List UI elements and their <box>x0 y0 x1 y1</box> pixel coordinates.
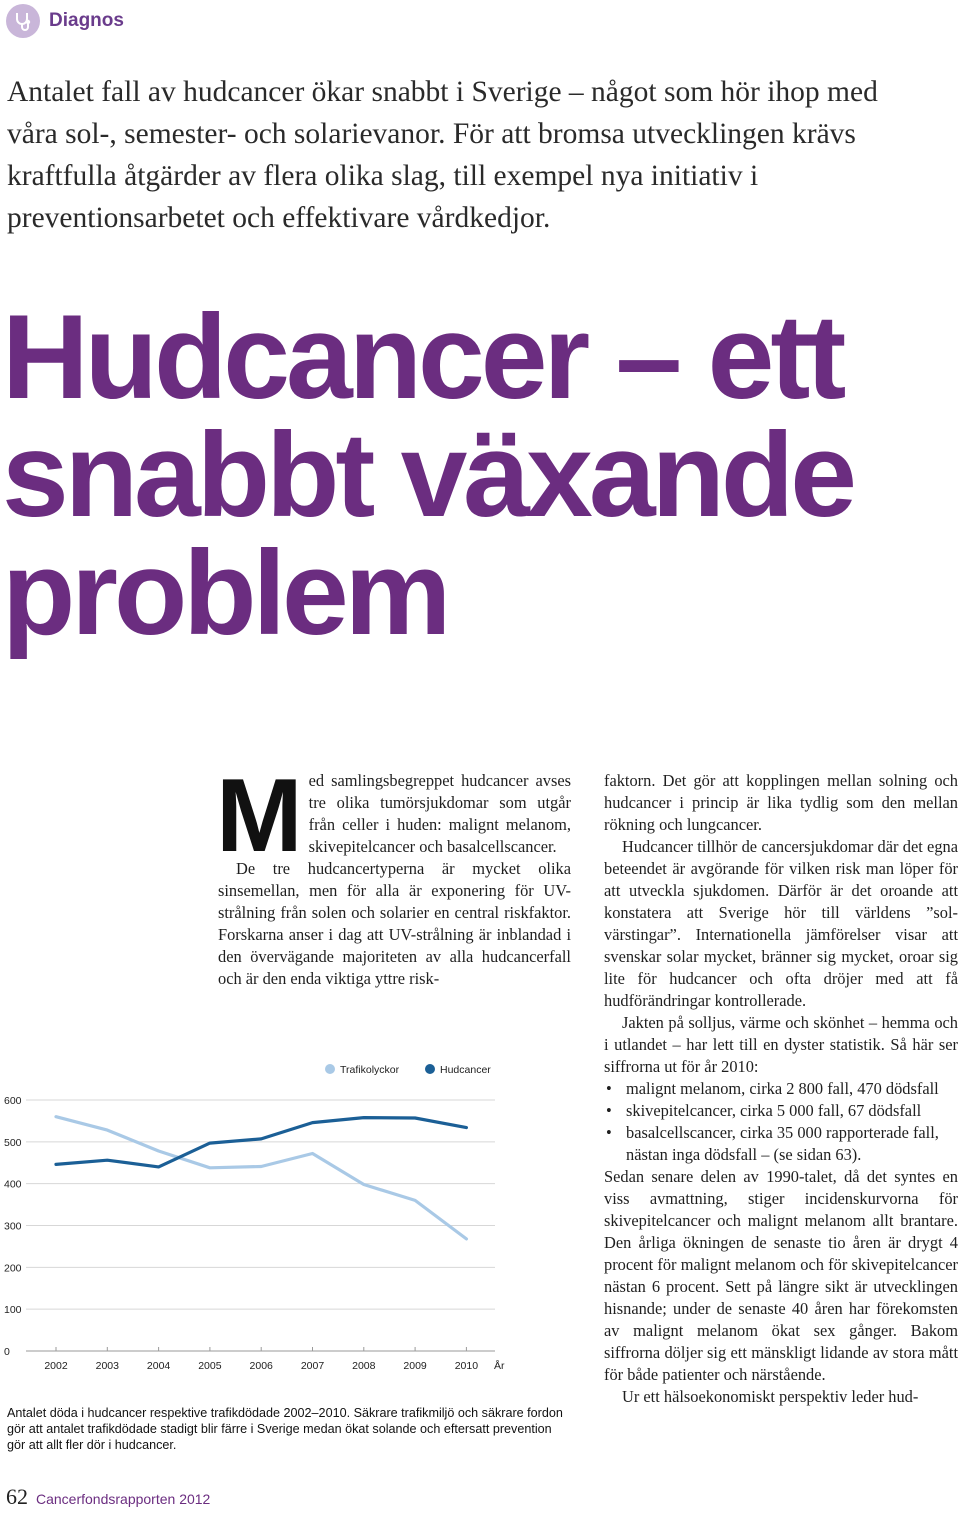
article-paragraph-1-text: ed samlingsbegreppet hudcancer avses tre olika tumörsjukdomar som utgår från celler i huden: malignt melanom, skivepitelcancer och basalcellscancer. <box>308 771 571 856</box>
list-item: • malignt melanom, cirka 2 800 fall, 470 dödsfall <box>604 1078 958 1100</box>
x-tick-label: 2010 <box>454 1360 479 1372</box>
article-paragraph-5: Jakten på solljus, värme och skönhet – hemma och i utlandet – har lett till en dyster statistik. Så här ser siffrorna ut för år 2010: <box>604 1013 958 1076</box>
page-footer <box>6 1484 210 1510</box>
line-chart <box>0 1052 560 1382</box>
article-paragraph-4: Hudcancer tillhör de cancersjukdomar där det egna beteendet är avgörande för vilken risk man löper för att utveckla sjukdomen. Därför är det oroande att konstatera att Sverige hör till världens ”sol-värstingar”. Internationella jämförelser visar att svenskar solar mycket, bränner sig mycket, oroar sig lite för hudcancer och ofta dröjer med att få hudförändringar kontrollerade. <box>604 837 958 1010</box>
x-tick-label: 2004 <box>146 1360 171 1372</box>
article-paragraph-6: Sedan senare delen av 1990-talet, då det syntes en viss avmattning, stiger incidenskurvorna för skivepitelcancer och malignt melanom allt brantare. Den årliga ökningen de senaste tio åren är drygt 4 procent för malignt melanom och för skivepitelcancer nästan 6 procent. Sett på längre sikt är utvecklingen hisnande; under de senaste 40 åren har förekomsten av malignt melanom ökat sex gånger. Bakom siffrorna döljer sig ett mänskligt lidande av stora mått för både patienter och närstående. <box>604 1167 958 1384</box>
y-tick-label: 400 <box>4 1178 22 1191</box>
section-label: Diagnos <box>49 10 124 31</box>
list-item: • skivepitelcancer, cirka 5 000 fall, 67 dödsfall <box>604 1100 958 1122</box>
statistics-list <box>604 1078 958 1166</box>
drop-cap: M <box>216 758 303 874</box>
y-tick-label: 0 <box>4 1346 10 1358</box>
x-tick-label: 2003 <box>95 1360 119 1372</box>
y-tick-label: 600 <box>4 1095 22 1107</box>
stethoscope-icon <box>6 4 40 38</box>
series-line-trafikolyckor <box>56 1117 466 1239</box>
legend-label: Hudcancer <box>440 1064 491 1076</box>
page-number: 62 <box>6 1484 28 1509</box>
legend-label: Trafikolyckor <box>340 1064 400 1076</box>
article-paragraph-3: faktorn. Det gör att kopplingen mellan solning och hudcancer i princip är lika tydlig som den mellan rökning och lungcancer. <box>604 771 958 834</box>
x-tick-label: 2009 <box>403 1360 427 1372</box>
list-item: • basalcellscancer, cirka 35 000 rapporterade fall, nästan inga dödsfall – (se sidan 63). <box>604 1122 958 1166</box>
section-header <box>6 4 124 38</box>
legend-marker <box>425 1064 435 1074</box>
chart-caption: Antalet döda i hudcancer respektive trafikdödade 2002–2010. Säkrare trafikmiljö och säkrare fordon gör att antalet trafikdödade stadigt blir färre i Sverige medan ökat solande och eftersatt prevention gör att allt fler dör i hudcancer. <box>7 1406 563 1452</box>
lead-paragraph: Antalet fall av hudcancer ökar snabbt i Sverige – något som hör ihop med våra sol-, semester- och solarievanor. För att bromsa utvecklingen krävs kraftfulla åtgärder av flera olika slag, till exempel nya initiativ i preventionsarbetet och effektivare vårdkedjor. <box>7 76 878 234</box>
legend-marker <box>325 1064 335 1074</box>
x-tick-label: 2008 <box>352 1360 376 1372</box>
article-paragraph-2: De tre hudcancertyperna är mycket olika sinsemellan, men för alla är exponering för UV-strålning från solen och solarier en central riskfaktor. Forskarna anser i dag att UV-strålning är inblandad i den övervägande majoriteten av alla hudcancerfall och är den enda viktiga yttre risk- <box>218 859 571 988</box>
x-tick-label: 2007 <box>300 1360 325 1372</box>
y-tick-label: 100 <box>4 1304 22 1317</box>
x-tick-label: 2005 <box>198 1360 222 1372</box>
x-tick-label: 2002 <box>44 1360 68 1372</box>
y-tick-label: 200 <box>4 1262 22 1275</box>
publication-name: Cancerfondsrapporten 2012 <box>36 1491 211 1507</box>
y-tick-label: 500 <box>4 1136 22 1149</box>
page-title: Hudcancer – ett snabbt växande problem <box>2 290 853 660</box>
article-paragraph-1 <box>216 758 571 874</box>
x-tick-label: 2006 <box>249 1360 273 1372</box>
article-column-middle <box>216 758 571 990</box>
y-tick-label: 300 <box>4 1220 22 1233</box>
article-column-right <box>604 770 958 1408</box>
article-paragraph-7: Ur ett hälsoekonomiskt perspektiv leder hud- <box>622 1387 919 1406</box>
x-axis-label: År <box>494 1360 505 1372</box>
